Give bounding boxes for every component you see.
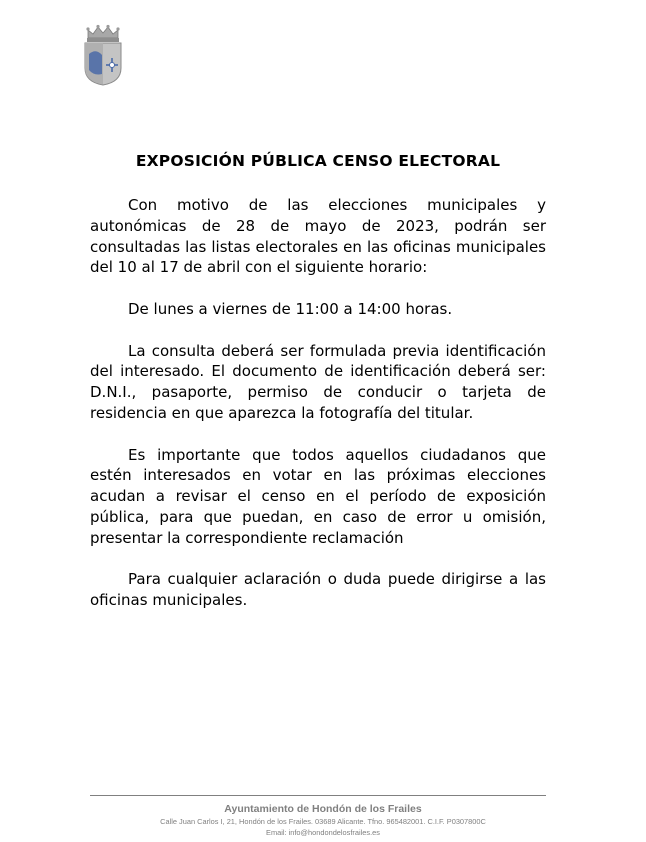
paragraph-schedule: De lunes a viernes de 11:00 a 14:00 horas. — [128, 299, 453, 318]
document-body — [90, 195, 546, 632]
paragraph-importance: Es importante que todos aquellos ciudadanos que estén interesados en votar en las próximas elecciones acudan a revisar el censo en el período de exposición pública, para que puedan, en caso de error u omisión, presentar la correspondiente reclamación — [90, 445, 546, 547]
footer-address: Calle Juan Carlos I, 21, Hondón de los Frailes. 03689 Alicante. Tfno. 965482001. C.I.F. P0307800C — [160, 817, 486, 826]
coat-of-arms-logo — [82, 24, 124, 86]
footer-divider — [90, 795, 546, 796]
paragraph-consultation-period: Con motivo de las elecciones municipales y autonómicas de 28 de mayo de 2023, podrán ser consultadas las listas electorales en las oficinas municipales del 10 al 17 de abril con el siguiente horario: — [90, 196, 546, 277]
footer-email: Email: info@hondondelosfrailes.es — [266, 828, 380, 837]
footer-organization: Ayuntamiento de Hondón de los Frailes — [224, 803, 422, 815]
document-title: EXPOSICIÓN PÚBLICA CENSO ELECTORAL — [135, 152, 501, 170]
paragraph-identification: La consulta deberá ser formulada previa identificación del interesado. El documento de identificación deberá ser: D.N.I., pasaporte, permiso de conducir o tarjeta de residencia en que aparezca la fotografía del titular. — [90, 341, 546, 422]
paragraph-contact: Para cualquier aclaración o duda puede dirigirse a las oficinas municipales. — [90, 570, 546, 610]
